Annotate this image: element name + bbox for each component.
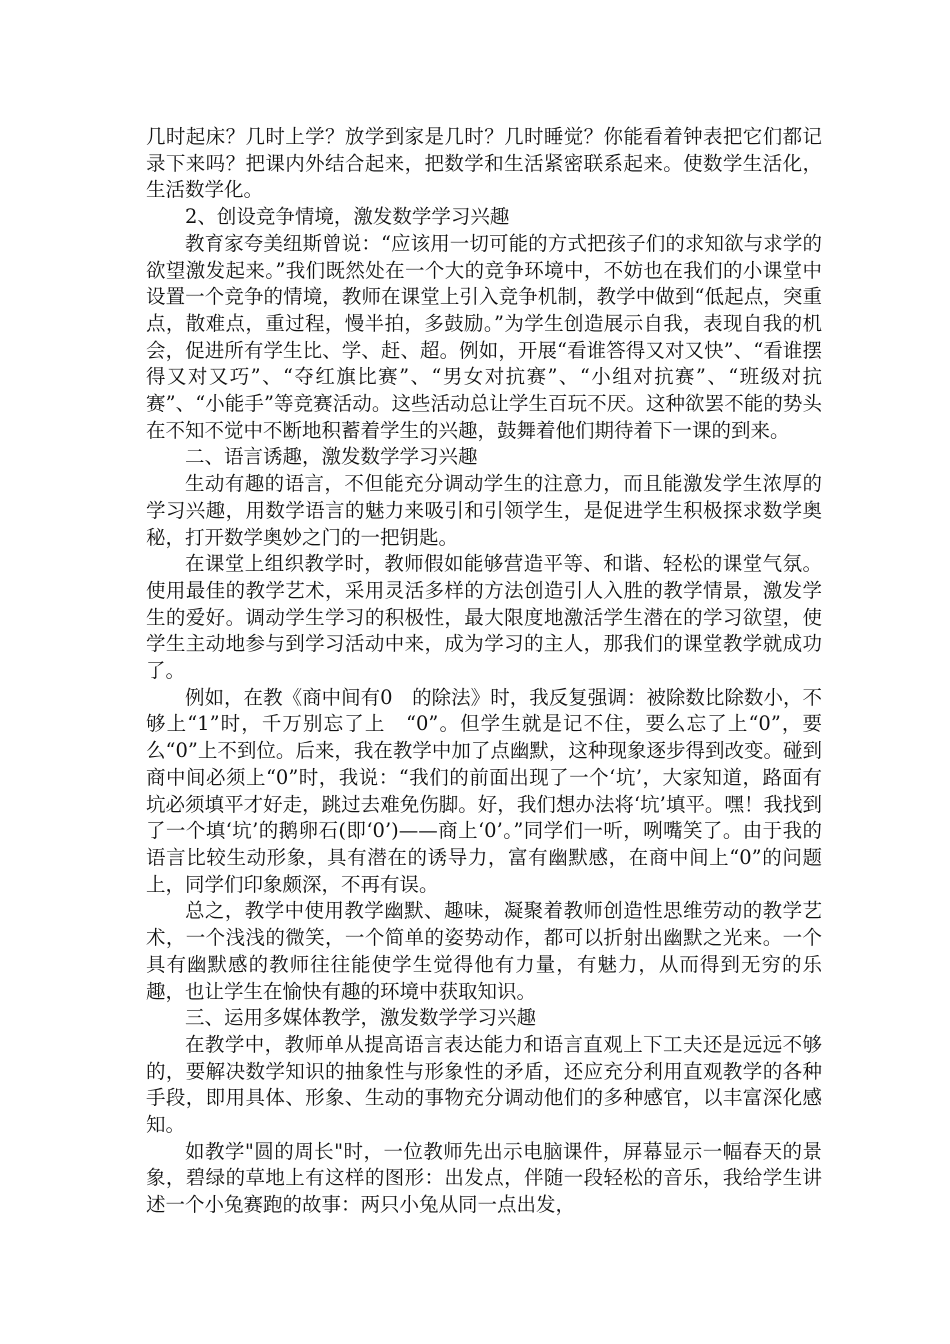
paragraph-classroom-atmosphere: 在课堂上组织教学时，教师假如能够营造平等、和谐、轻松的课堂气氛。使用最佳的教学艺术，采用灵活多样的方法创造引人入胜的教学情景，激发学生的爱好。调动学生学习的积极性，最大限度地激活学生潜在的学习欲望，使学生主动地参与到学习活动中来，成为学习的主人，那我们的课堂教学就成功了。 — [146, 552, 822, 683]
paragraph-humor-summary: 总之，教学中使用教学幽默、趣味，凝聚着教师创造性思维劳动的教学艺术，一个浅浅的微笑，一个简单的姿势动作，都可以折射出幽默之光来。一个具有幽默感的教师往往能使学生觉得他有力量，有魅力，从而得到无穷的乐趣，也让学生在愉快有趣的环境中获取知识。 — [146, 899, 822, 1003]
paragraph-vivid-language: 生动有趣的语言，不但能充分调动学生的注意力，而且能激发学生浓厚的学习兴趣，用数学语言的魅力来吸引和引领学生，是促进学生积极探求数学奥秘，打开数学奥妙之门的一把钥匙。 — [146, 472, 822, 549]
document-page — [146, 124, 822, 1219]
section-heading-multimedia: 三、运用多媒体教学，激发数学学习兴趣 — [185, 1006, 537, 1030]
paragraph-intuitive-teaching: 在教学中，教师单从提高语言表达能力和语言直观上下工夫还是远远不够的，要解决数学知识的抽象性与形象性的矛盾，还应充分利用直观教学的各种手段，即用具体、形象、生动的事物充分调动他们的多种感官，以丰富深化感知。 — [146, 1032, 822, 1137]
paragraph-division-example: 例如，在教《商中间有0 的除法》时，我反复强调：被除数比除数小，不够上“1”时，千万别忘了上 “0”。但学生就是记不住，要么忘了上“0”，要么“0”上不到位。后来，我在教学中加了点幽默，这种现象逐步得到改变。碰到商中间必须上“0”时，我说：“我们的前面出现了一个‘坑’，大家知道，路面有坑必须填平才好走，跳过去难免伤脚。好，我们想办法将‘坑’填平。嘿！我找到了一个填‘坑’的鹅卵石(即‘0’)——商上‘0’。”同学们一听，咧嘴笑了。由于我的语言比较生动形象，具有潜在的诱导力，富有幽默感，在商中间上“0”的问题上，同学们印象颇深，不再有误。 — [146, 685, 822, 896]
section-heading-competition: 2、创设竞争情境，激发数学学习兴趣 — [185, 205, 510, 229]
paragraph-comenius-quote: 教育家夸美纽斯曾说：“应该用一切可能的方式把孩子们的求知欲与求学的欲望激发起来。”我们既然处在一个大的竞争环境中，不妨也在我们的小课堂中设置一个竞争的情境，教师在课堂上引入竞争机制，教学中做到“低起点，突重点，散难点，重过程，慢半拍，多鼓励。”为学生创造展示自我，表现自我的机会，促进所有学生比、学、赶、超。例如，开展“看谁答得又对又快”、“看谁摆得又对又巧”、“夺红旗比赛”、“男女对抗赛”、“小组对抗赛”、“班级对抗赛”、“小能手”等竞赛活动。这些活动总让学生百玩不厌。这种欲罢不能的势头在不知不觉中不断地积蓄着学生的兴趣，鼓舞着他们期待着下一课的到来。 — [146, 231, 822, 442]
paragraph-continuation: 几时起床？几时上学？放学到家是几时？几时睡觉？你能看着钟表把它们都记录下来吗？把课内外结合起来，把数学和生活紧密联系起来。使数学生活化，生活数学化。 — [146, 125, 822, 202]
section-heading-language: 二、语言诱趣，激发数学学习兴趣 — [185, 445, 478, 469]
paragraph-circle-circumference: 如教学"圆的周长"时，一位教师先出示电脑课件，屏幕显示一幅春天的景象，碧绿的草地上有这样的图形：出发点，伴随一段轻松的音乐，我给学生讲述一个小兔赛跑的故事：两只小兔从同一点出发， — [146, 1139, 822, 1217]
